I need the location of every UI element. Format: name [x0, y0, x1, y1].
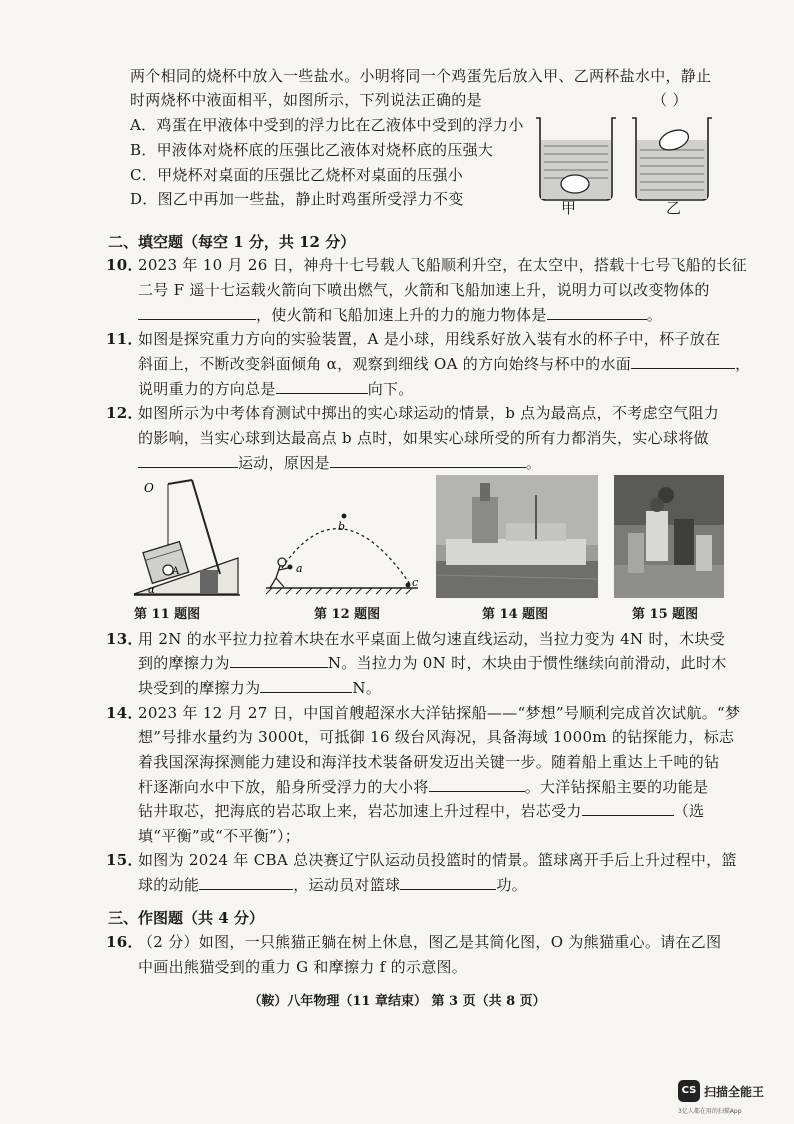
label-yi: 乙: [666, 199, 682, 217]
q16-line1: （2 分）如图，一只熊猫正躺在树上休息，图乙是其简化图，O 为熊猫重心。请在乙图: [138, 933, 722, 951]
q12-blank-2[interactable]: [330, 453, 526, 468]
q14-line6: 填“平衡”或“不平衡”）；: [138, 827, 301, 845]
watermark-subtitle: 3亿人都在用的扫描App: [678, 1108, 742, 1115]
q14-number: 14．: [106, 704, 143, 722]
q9-option-b: B．甲液体对烧杯底的压强比乙液体对烧杯底的压强大: [130, 141, 494, 159]
q13-blank-1[interactable]: [230, 653, 328, 668]
watermark-name: 扫描全能王: [704, 1085, 765, 1099]
q13-line1: 用 2N 的水平拉力拉着木块在水平桌面上做匀速直线运动，当拉力变为 4N 时，木块受: [138, 630, 726, 648]
q14-line2: 想”号排水量约为 3000t，可抵御 16 级台风海况，具备海域 1000m 的钻探能力，标志: [138, 728, 735, 746]
q9-answer-paren: （ ）: [652, 91, 688, 109]
fig12-point-a: [288, 565, 293, 570]
section-2-title: 二、填空题（每空 1 分，共 12 分）: [108, 233, 356, 251]
q12-line3: 运动，原因是 。: [138, 453, 541, 473]
q14-line4: 杆逐渐向水中下放，船身所受浮力的大小将 。大洋钻探船主要的功能是: [138, 778, 709, 796]
beaker-yi: [632, 118, 712, 200]
fig12-trajectory: [262, 496, 422, 600]
q15-blank-2[interactable]: [400, 875, 496, 890]
q11-line2: 斜面上，不断改变斜面倾角 α，观察到细线 OA 的方向始终与杯中的水面 ，: [138, 355, 751, 373]
q10-line1: 2023 年 10 月 26 日，神舟十七号载人飞船顺利升空，在太空中，搭载十七号飞船的长征: [138, 256, 747, 274]
page-footer: （鞍）八年物理（11 章结束） 第 3 页（共 8 页）: [248, 994, 546, 1009]
q13-number: 13．: [106, 630, 143, 648]
fig11-label-a: A: [172, 566, 180, 577]
q10-number: 10．: [106, 256, 143, 274]
svg-text:c: c: [412, 576, 419, 589]
fig12-point-c: [406, 583, 411, 588]
svg-text:a: a: [296, 562, 303, 575]
q14-blank-2[interactable]: [582, 801, 674, 816]
q14-blank-1[interactable]: [429, 777, 525, 792]
q15-line2: 球的动能 ，运动员对篮球 功。: [138, 876, 527, 894]
q9-option-c: C．甲烧杯对桌面的压强比乙烧杯对桌面的压强小: [130, 166, 464, 184]
q11-blank-1[interactable]: [631, 354, 735, 369]
fig11-block: [200, 570, 218, 594]
beaker-jia: [536, 118, 616, 200]
fig12-path: [282, 529, 410, 584]
fig14-drilling-ship-photo: [436, 475, 598, 598]
q10-blank-1[interactable]: [138, 305, 256, 320]
q10-line3: ，使火箭和飞船加速上升的力的施力物体是 。: [138, 305, 662, 325]
q16-line2: 中画出熊猫受到的重力 G 和摩擦力 f 的示意图。: [138, 958, 468, 976]
fig14-caption: 第 14 题图: [482, 607, 549, 622]
q14-line3: 着我国深海探测能力建设和海洋技术装备研发迈出关键一步。随着船上重达上千吨的钻: [138, 753, 720, 771]
q11-number: 11．: [106, 330, 143, 348]
fig15-caption: 第 15 题图: [632, 607, 699, 622]
q15-line1: 如图为 2024 年 CBA 总决赛辽宁队运动员投篮时的情景。篮球离开手后上升过程中，篮: [138, 851, 737, 869]
q9-line2: 时两烧杯中液面相平，如图所示，下列说法正确的是: [130, 91, 482, 109]
q13-blank-2[interactable]: [260, 678, 352, 693]
fig11-label-o: O: [144, 481, 154, 495]
fig12-point-b: [342, 514, 347, 519]
fig11-label-alpha: α: [148, 585, 155, 596]
cs-logo-icon: CS: [678, 1080, 700, 1102]
q12-line2: 的影响，当实心球到达最高点 b 点时，如果实心球所受的所有力都消失，实心球将做: [138, 429, 709, 447]
q10-line2: 二号 F 遥十七运载火箭向下喷出燃气，火箭和飞船加速上升，说明力可以改变物体的: [138, 281, 710, 299]
q9-beakers-figure: [528, 110, 718, 220]
fig11-caption: 第 11 题图: [134, 607, 201, 622]
q12-blank-1[interactable]: [138, 453, 238, 468]
q9-option-a: A．鸡蛋在甲液体中受到的浮力比在乙液体中受到的浮力小: [130, 116, 524, 134]
q15-number: 15．: [106, 851, 143, 869]
q16-number: 16．: [106, 933, 143, 951]
q14-line5: 钻井取芯，把海底的岩芯取上来，岩芯加速上升过程中，岩芯受力 （选: [138, 802, 705, 820]
q15-blank-1[interactable]: [199, 875, 293, 890]
q12-line1: 如图所示为中考体育测试中掷出的实心球运动的情景，b 点为最高点，不考虑空气阻力: [138, 404, 720, 422]
q13-line2: 到的摩擦力为 N。当拉力为 0N 时，木块由于惯性继续向前滑动，此时木: [138, 654, 727, 672]
section-3-title: 三、作图题（共 4 分）: [108, 909, 264, 927]
q10-blank-2[interactable]: [547, 305, 647, 320]
q11-line1: 如图是探究重力方向的实验装置，A 是小球，用线系好放入装有水的杯子中，杯子放在: [138, 330, 721, 348]
q11-blank-2[interactable]: [276, 379, 368, 394]
label-jia: 甲: [561, 199, 577, 217]
egg-jia: [561, 175, 589, 193]
q9-line1: 两个相同的烧杯中放入一些盐水。小明将同一个鸡蛋先后放入甲、乙两杯盐水中，静止: [130, 67, 712, 85]
svg-text:b: b: [338, 520, 346, 533]
q12-number: 12．: [106, 404, 143, 422]
fig15-basketball-photo: [614, 475, 724, 598]
fig12-caption: 第 12 题图: [314, 607, 381, 622]
fig11-apparatus: [128, 474, 246, 602]
q14-line1: 2023 年 12 月 27 日，中国首艘超深水大洋钻探船——“梦想”号顺利完成首次试航。“梦: [138, 704, 741, 722]
q11-line3: 说明重力的方向总是 向下。: [138, 380, 414, 398]
q9-option-d: D．图乙中再加一些盐，静止时鸡蛋所受浮力不变: [130, 190, 464, 208]
q13-line3: 块受到的摩擦力为 N。: [138, 679, 382, 697]
